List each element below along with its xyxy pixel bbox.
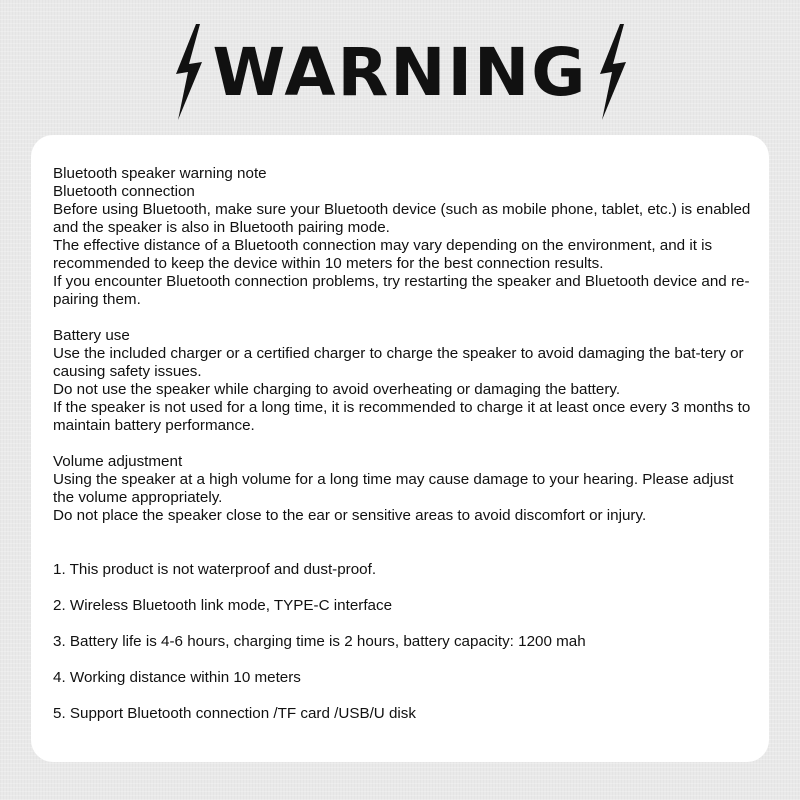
list-item: 2. Wireless Bluetooth link mode, TYPE-C interface: [53, 597, 393, 614]
lightning-bolt-icon: [592, 22, 632, 122]
section-volume-adjustment: [53, 453, 753, 525]
paragraph: Before using Bluetooth, make sure your Bluetooth device (such as mobile phone, tablet, etc.) is enabled and the speaker is also in Bluetooth pairing mode.: [53, 201, 751, 236]
section-title: Battery use: [53, 327, 130, 344]
page-title: WARNING: [212, 34, 588, 111]
warning-header: [0, 18, 800, 122]
warning-card: [31, 135, 769, 762]
paragraph: Use the included charger or a certified charger to charge the speaker to avoid damaging the bat-tery or causing safety issues.: [53, 345, 744, 380]
paragraph: If you encounter Bluetooth connection problems, try restarting the speaker and Bluetooth device and re-pairing them.: [53, 273, 750, 308]
paragraph: The effective distance of a Bluetooth connection may vary depending on the environment, and it is recommended to keep the device within 10 meters for the best connection results.: [53, 237, 713, 272]
section-bluetooth-connection: [53, 183, 753, 309]
section-title: Bluetooth connection: [53, 183, 195, 200]
section-title: Volume adjustment: [53, 453, 183, 470]
paragraph: Do not place the speaker close to the ear or sensitive areas to avoid discomfort or injury.: [53, 507, 647, 524]
list-item: 4. Working distance within 10 meters: [53, 669, 301, 686]
paragraph: Do not use the speaker while charging to avoid overheating or damaging the battery.: [53, 381, 621, 398]
warning-content: [53, 165, 753, 741]
list-item: 3. Battery life is 4-6 hours, charging time is 2 hours, battery capacity: 1200 mah: [53, 633, 586, 650]
paragraph: Using the speaker at a high volume for a long time may cause damage to your hearing. Please adjust the volume appropriately.: [53, 471, 734, 506]
list-item: 5. Support Bluetooth connection /TF card /USB/U disk: [53, 705, 416, 722]
note-heading: Bluetooth speaker warning note: [53, 165, 267, 182]
spec-list: [53, 561, 753, 723]
list-item: 1. This product is not waterproof and dust-proof.: [53, 561, 377, 578]
section-battery-use: [53, 327, 753, 435]
paragraph: If the speaker is not used for a long time, it is recommended to charge it at least once every 3 months to maintain battery performance.: [53, 399, 751, 434]
